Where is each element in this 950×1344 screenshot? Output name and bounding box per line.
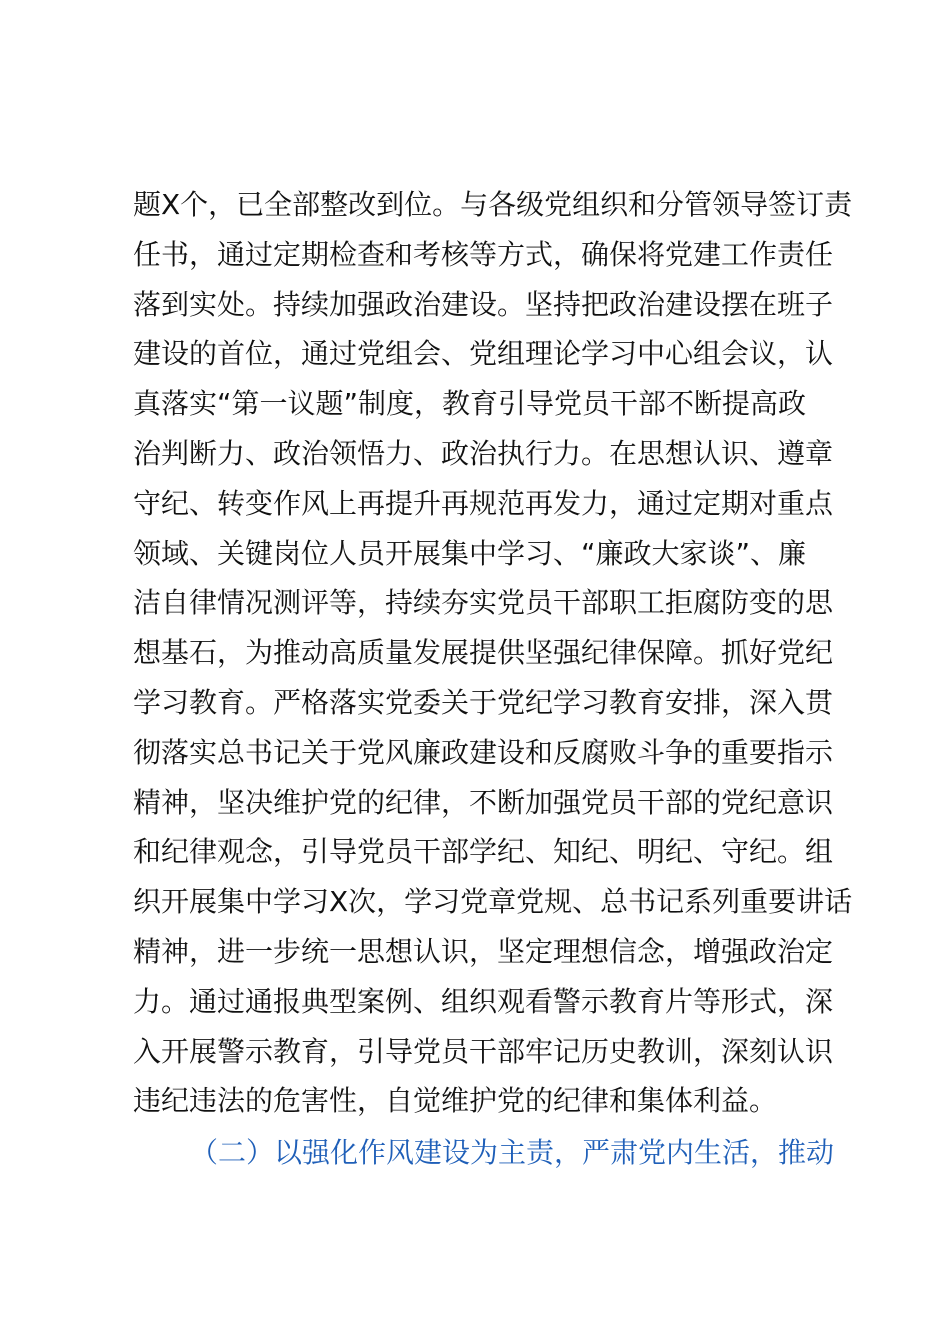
paragraph-line: 任书，通过定期检查和考核等方式，确保将党建工作责任: [133, 237, 834, 271]
paragraph-line: 落到实处。持续加强政治建设。坚持把政治建设摆在班子: [133, 287, 834, 321]
body-paragraph: [133, 180, 853, 1126]
paragraph-line: 领域、关键岗位人员开展集中学习、“廉政大家谈”、廉: [133, 536, 807, 570]
paragraph-line: 力。通过通报典型案例、组织观看警示教育片等形式，深: [133, 984, 834, 1018]
paragraph-line: 学习教育。严格落实党委关于党纪学习教育安排，深入贯: [133, 685, 834, 719]
paragraph-line: 精神，进一步统一思想认识，坚定理想信念，增强政治定: [133, 934, 834, 968]
paragraph-line: 想基石，为推动高质量发展提供坚强纪律保障。抓好党纪: [133, 636, 834, 670]
paragraph-line: 织开展集中学习X次，学习党章党规、总书记系列重要讲话: [133, 885, 853, 919]
paragraph-line: 入开展警示教育，引导党员干部牢记历史教训，深刻认识: [133, 1034, 834, 1068]
paragraph-line: 违纪违法的危害性，自觉维护党的纪律和集体利益。: [133, 1084, 778, 1118]
paragraph-line: 治判断力、政治领悟力、政治执行力。在思想认识、遵章: [133, 436, 834, 470]
paragraph-line: 精神，坚决维护党的纪律，不断加强党员干部的党纪意识: [133, 785, 834, 819]
paragraph-line: 真落实“第一议题”制度，教育引导党员干部不断提高政: [133, 387, 807, 421]
paragraph-line: 洁自律情况测评等，持续夯实党员干部职工拒腐防变的思: [133, 586, 834, 620]
paragraph-line: 建设的首位，通过党组会、党组理论学习中心组会议，认: [133, 337, 834, 371]
paragraph-line: 彻落实总书记关于党风廉政建设和反腐败斗争的重要指示: [133, 735, 834, 769]
section-heading: （二）以强化作风建设为主责，严肃党内生活，推动: [190, 1136, 835, 1169]
paragraph-line: 和纪律观念，引导党员干部学纪、知纪、明纪、守纪。组: [133, 835, 834, 869]
paragraph-line: 守纪、转变作风上再提升再规范再发力，通过定期对重点: [133, 486, 834, 520]
paragraph-line: 题X个，已全部整改到位。与各级党组织和分管领导签订责: [133, 188, 853, 221]
